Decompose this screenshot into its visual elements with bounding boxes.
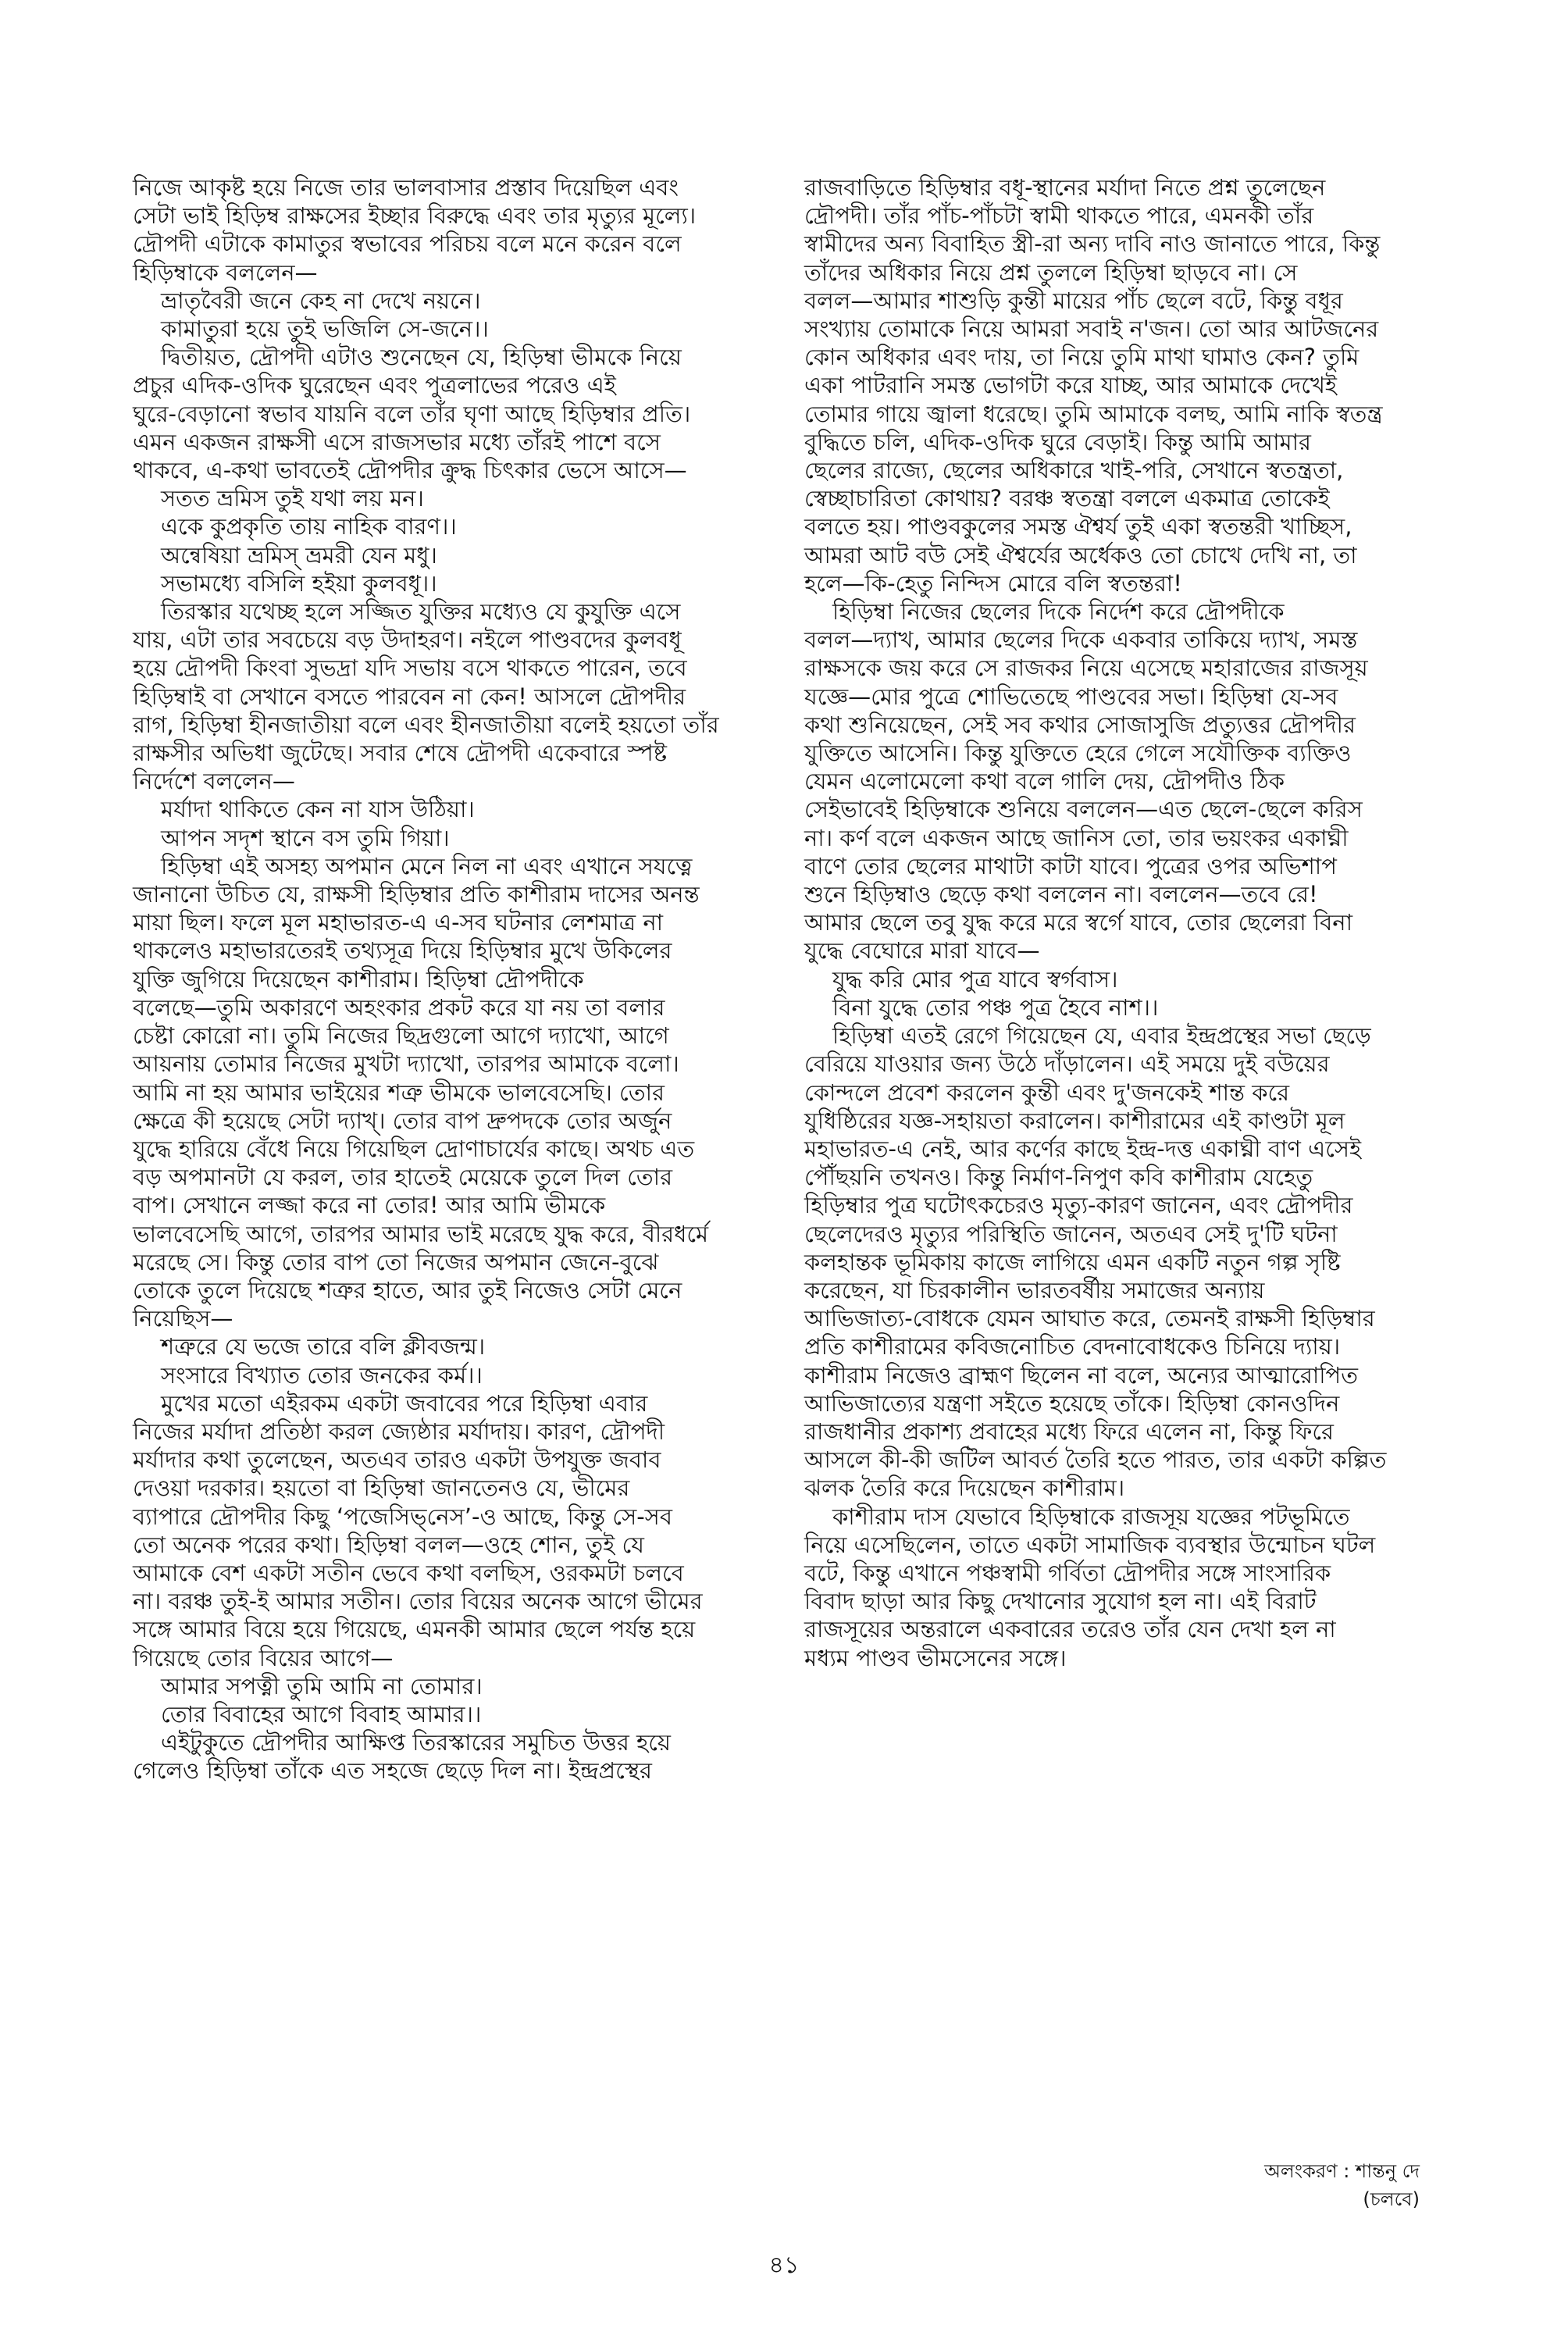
left-column-line: থাকবে, এ-কথা ভাবতেই দ্রৌপদীর ক্রুদ্ধ চিৎকার ভেসে আসে— xyxy=(133,457,687,484)
right-column-line: হিড়িম্বা নিজের ছেলের দিকে নির্দেশ করে দ্রৌপদীকে xyxy=(832,598,1285,626)
right-column-line: প্রতি কাশীরামের কবিজনোচিত বেদনাবোধকেও চিনিয়ে দ্যায়। xyxy=(804,1333,1341,1360)
right-column-line: বলল—আমার শাশুড়ি কুন্তী মায়ের পাঁচ ছেলে বটে, কিন্তু বধূর xyxy=(804,287,1343,314)
right-column-line: আভিজাত্যের যন্ত্রণা সইতে হয়েছে তাঁকে। হিড়িম্বা কোনওদিন xyxy=(804,1389,1340,1417)
illustration-credit-block xyxy=(1264,2157,1420,2213)
right-column-line: মধ্যম পাণ্ডব ভীমসেনের সঙ্গে। xyxy=(804,1644,1067,1671)
left-column-line: রাগ, হিড়িম্বা হীনজাতীয়া বলে এবং হীনজাতীয়া বলেই হয়তো তাঁর xyxy=(133,711,719,738)
right-column-line: যুদ্ধে বেঘোরে মারা যাবে— xyxy=(804,937,1040,965)
right-column-line: বাণে তোর ছেলের মাথাটা কাটা যাবে। পুত্রের ওপর অভিশাপ xyxy=(804,852,1337,879)
right-column-line: স্বামীদের অন্য বিবাহিত স্ত্রী-রা অন্য দাবি নাও জানাতে পারে, কিন্তু xyxy=(804,230,1381,258)
left-column-line: কামাতুরা হয়ে তুই ভজিলি সে-জনে।। xyxy=(161,316,489,343)
left-column-line: দ্বিতীয়ত, দ্রৌপদী এটাও শুনেছেন যে, হিড়িম্বা ভীমকে নিয়ে xyxy=(161,344,682,371)
to-be-continued: (চলবে) xyxy=(1363,2188,1420,2210)
right-text-column xyxy=(804,173,1451,1672)
left-column-line: হিড়িম্বাই বা সেখানে বসতে পারবেন না কেন! আসলে দ্রৌপদীর xyxy=(133,683,686,710)
left-column-line: আমার সপত্নী তুমি আমি না তোমার। xyxy=(161,1672,483,1699)
right-column-line: আভিজাত্য-বোধকে যেমন আঘাত করে, তেমনই রাক্ষসী হিড়িম্বার xyxy=(804,1305,1375,1332)
right-column-line: মহাভারত-এ নেই, আর কর্ণের কাছে ইন্দ্র-দত্ত একাঘ্নী বাণ এসেই xyxy=(804,1135,1362,1162)
page-number: ৪১ xyxy=(768,2252,800,2279)
right-column-line: রাজসূয়ের অন্তরালে একবারের তরেও তাঁর যেন দেখা হল না xyxy=(804,1616,1336,1643)
left-column-line: গেলেও হিড়িম্বা তাঁকে এত সহজে ছেড়ে দিল না। ইন্দ্রপ্রস্থের xyxy=(133,1757,652,1785)
left-column-line: রাক্ষসীর অভিধা জুটেছে। সবার শেষে দ্রৌপদী একেবারে স্পষ্ট xyxy=(133,740,668,767)
right-column-line: বলতে হয়। পাণ্ডবকুলের সমস্ত ঐশ্বর্য তুই একা স্বতন্তরী খাচ্ছিস, xyxy=(804,513,1352,540)
left-column-line: মরেছে সে। কিন্তু তোর বাপ তো নিজের অপমান জেনে-বুঝে xyxy=(133,1248,659,1275)
right-column-line: পৌঁছয়নি তখনও। কিন্তু নির্মাণ-নিপুণ কবি কাশীরাম যেহেতু xyxy=(804,1164,1313,1191)
right-column-line: কাশীরাম নিজেও ব্রাহ্মণ ছিলেন না বলে, অন্যের আত্মারোপিত xyxy=(804,1361,1358,1389)
left-column-line: প্রচুর এদিক-ওদিক ঘুরেছেন এবং পুত্রলাভের পরেও এই xyxy=(133,372,616,399)
right-column-line: কোন অধিকার এবং দায়, তা নিয়ে তুমি মাথা ঘামাও কেন? তুমি xyxy=(804,344,1360,371)
right-column-line: বিনা যুদ্ধে তোর পঞ্চ পুত্র হৈবে নাশ।। xyxy=(832,993,1159,1021)
right-column-line: না। কর্ণ বলে একজন আছে জানিস তো, তার ভয়ংকর একাঘ্নী xyxy=(804,824,1349,851)
right-column-line: ঝলক তৈরি করে দিয়েছেন কাশীরাম। xyxy=(804,1475,1125,1502)
right-column-line: নিয়ে এসেছিলেন, তাতে একটা সামাজিক ব্যবস্থার উন্মোচন ঘটল xyxy=(804,1531,1376,1558)
right-column-line: একা পাটরানি সমস্ত ভোগটা করে যাচ্ছ, আর আমাকে দেখেই xyxy=(804,372,1338,399)
right-column-line: রাজধানীর প্রকাশ্য প্রবাহের মধ্যে ফিরে এলেন না, কিন্তু ফিরে xyxy=(804,1417,1334,1445)
left-column-line: বড় অপমানটা যে করল, তার হাতেই মেয়েকে তুলে দিল তোর xyxy=(133,1164,673,1191)
right-column-line: আমরা আট বউ সেই ঐশ্বর্যের অর্ধেকও তো চোখে দেখি না, তা xyxy=(804,541,1357,569)
left-column-line: সঙ্গে আমার বিয়ে হয়ে গিয়েছে, এমনকী আমার ছেলে পর্যন্ত হয়ে xyxy=(133,1616,696,1643)
left-column-line: ভালবেসেছি আগে, তারপর আমার ভাই মরেছে যুদ্ধ করে, বীরধর্মে xyxy=(133,1220,709,1247)
left-column-line: আমি না হয় আমার ভাইয়ের শত্রু ভীমকে ভালবেসেছি। তোর xyxy=(133,1079,665,1106)
left-column-line: মর্যাদা থাকিতে কেন না যাস উঠিয়া। xyxy=(161,796,475,823)
right-column-line: রাক্ষসকে জয় করে সে রাজকর নিয়ে এসেছে মহারাজের রাজসূয় xyxy=(804,654,1368,682)
right-column-line: বুদ্ধিতে চলি, এদিক-ওদিক ঘুরে বেড়াই। কিন্তু আমি আমার xyxy=(804,428,1312,455)
right-column-line: রাজবাড়িতে হিড়িম্বার বধূ-স্থানের মর্যাদা নিতে প্রশ্ন তুলেছেন xyxy=(804,174,1326,201)
left-column-line: ভ্রাতৃবৈরী জনে কেহ না দেখে নয়নে। xyxy=(161,287,481,314)
left-column-line: আয়নায় তোমার নিজের মুখটা দ্যাখো, তারপর আমাকে বলো। xyxy=(133,1050,679,1078)
left-column-line: দ্রৌপদী এটাকে কামাতুর স্বভাবের পরিচয় বলে মনে করেন বলে xyxy=(133,230,682,258)
right-column-line: বেরিয়ে যাওয়ার জন্য উঠে দাঁড়ালেন। এই সময়ে দুই বউয়ের xyxy=(804,1050,1330,1078)
left-column-line: যায়, এটা তার সবচেয়ে বড় উদাহরণ। নইলে পাণ্ডবদের কুলবধূ xyxy=(133,626,682,654)
left-column-line: নিজের মর্যাদা প্রতিষ্ঠা করল জ্যেষ্ঠার মর্যাদায়। কারণ, দ্রৌপদী xyxy=(133,1417,665,1445)
right-column-line: হিড়িম্বা এতই রেগে গিয়েছেন যে, এবার ইন্দ্রপ্রস্থের সভা ছেড়ে xyxy=(832,1022,1371,1050)
left-column-line: সতত ভ্রমিস তুই যথা লয় মন। xyxy=(161,485,424,512)
left-column-line: ব্যাপারে দ্রৌপদীর কিছু ‘পজেসিভ্‌নেস’-ও আছে, কিন্তু সে-সব xyxy=(133,1503,672,1530)
left-column-line: একে কুপ্রকৃতি তায় নাহিক বারণ।। xyxy=(161,513,457,540)
left-column-line: মুখের মতো এইরকম একটা জবাবের পরে হিড়িম্বা এবার xyxy=(161,1389,648,1417)
left-column-line: না। বরঞ্চ তুই-ই আমার সতীন। তোর বিয়ের অনেক আগে ভীমের xyxy=(133,1588,703,1615)
left-column-line: শত্রুরে যে ভজে তারে বলি ক্লীবজন্ম। xyxy=(161,1333,486,1360)
right-column-line: স্বেচ্ছাচারিতা কোথায়? বরঞ্চ স্বতন্ত্রা বললে একমাত্র তোকেই xyxy=(804,485,1330,512)
right-column-line: কোন্দলে প্রবেশ করলেন কুন্তী এবং দু'জনকেই শান্ত করে xyxy=(804,1079,1290,1106)
right-column-line: হলে—কি-হেতু নিন্দিস মোরে বলি স্বতন্তরা! xyxy=(804,569,1182,597)
left-column-line: বলেছে—তুমি অকারণে অহংকার প্রকট করে যা নয় তা বলার xyxy=(133,993,665,1021)
left-column-line: এইটুকুতে দ্রৌপদীর আক্ষিপ্ত তিরস্কারের সমুচিত উত্তর হয়ে xyxy=(161,1729,671,1756)
right-column-line: সেইভাবেই হিড়িম্বাকে শুনিয়ে বললেন—এত ছেলে-ছেলে করিস xyxy=(804,796,1363,823)
left-column-line: অন্বেষিয়া ভ্রমিস্ ভ্রমরী যেন মধু। xyxy=(161,541,437,569)
left-column-line: সংসারে বিখ্যাত তোর জনকের কর্ম।। xyxy=(161,1361,483,1389)
left-column-line: ক্ষেত্রে কী হয়েছে সেটা দ্যাখ্। তোর বাপ দ্রুপদকে তোর অর্জুন xyxy=(133,1107,672,1134)
right-column-line: যুক্তিতে আসেনি। কিন্তু যুক্তিতে হেরে গেলে সযৌক্তিক ব্যক্তিও xyxy=(804,740,1352,767)
right-column-line: কাশীরাম দাস যেভাবে হিড়িম্বাকে রাজসূয় যজ্ঞের পটভূমিতে xyxy=(832,1503,1350,1530)
left-column-line: নিয়েছিস— xyxy=(133,1305,233,1332)
right-column-line: কথা শুনিয়েছেন, সেই সব কথার সোজাসুজি প্রত্যুত্তর দ্রৌপদীর xyxy=(804,711,1356,738)
left-column-line: তোকে তুলে দিয়েছে শত্রুর হাতে, আর তুই নিজেও সেটা মেনে xyxy=(133,1276,682,1303)
left-column-line: হিড়িম্বা এই অসহ্য অপমান মেনে নিল না এবং এখানে সযত্নে xyxy=(161,852,693,879)
left-column-line: ঘুরে-বেড়ানো স্বভাব যায়নি বলে তাঁর ঘৃণা আছে হিড়িম্বার প্রতি। xyxy=(133,400,691,427)
right-column-line: শুনে হিড়িম্বাও ছেড়ে কথা বললেন না। বললেন—তবে রে! xyxy=(804,881,1318,908)
right-column-line: ছেলের রাজ্যে, ছেলের অধিকারে খাই-পরি, সেখানে স্বতন্ত্রতা, xyxy=(804,457,1344,484)
left-column-line: নিজে আকৃষ্ট হয়ে নিজে তার ভালবাসার প্রস্তাব দিয়েছিল এবং xyxy=(133,174,679,201)
right-column-line: বিবাদ ছাড়া আর কিছু দেখানোর সুযোগ হল না। এই বিরাট xyxy=(804,1588,1317,1615)
left-column-line: আপন সদৃশ স্থানে বস তুমি গিয়া। xyxy=(161,824,450,851)
right-column-line: যুধিষ্ঠিরের যজ্ঞ-সহায়তা করালেন। কাশীরামের এই কাণ্ডটা মূল xyxy=(804,1107,1345,1134)
left-column-line: আমাকে বেশ একটা সতীন ভেবে কথা বলছিস, ওরকমটা চলবে xyxy=(133,1559,684,1586)
left-column-line: এমন একজন রাক্ষসী এসে রাজসভার মধ্যে তাঁরই পাশে বসে xyxy=(133,428,661,455)
right-column-line: ছেলেদেরও মৃত্যুর পরিস্থিতি জানেন, অতএব সেই দু'টি ঘটনা xyxy=(804,1220,1338,1247)
right-column-line: যেমন এলোমেলো কথা বলে গালি দেয়, দ্রৌপদীও ঠিক xyxy=(804,768,1285,795)
left-column-line: তিরস্কার যথেচ্ছ হলে সজ্জিত যুক্তির মধ্যেও যে কুযুক্তি এসে xyxy=(161,598,681,626)
right-column-line: করেছেন, যা চিরকালীন ভারতবর্ষীয় সমাজের অন্যায় xyxy=(804,1276,1265,1303)
left-column-line: দেওয়া দরকার। হয়তো বা হিড়িম্বা জানতেনও যে, ভীমের xyxy=(133,1475,630,1502)
right-column-line: হিড়িম্বার পুত্র ঘটোৎকচেরও মৃত্যু-কারণ জানেন, এবং দ্রৌপদীর xyxy=(804,1192,1353,1219)
left-text-column xyxy=(133,173,779,1785)
left-column-line: সভামধ্যে বসিলি হইয়া কুলবধূ।। xyxy=(161,569,437,597)
left-column-line: জানানো উচিত যে, রাক্ষসী হিড়িম্বার প্রতি কাশীরাম দাসের অনন্ত xyxy=(133,881,700,908)
left-column-line: যুদ্ধে হারিয়ে বেঁধে নিয়ে গিয়েছিল দ্রোণাচার্যের কাছে। অথচ এত xyxy=(133,1135,695,1162)
left-column-line: তো অনেক পরের কথা। হিড়িম্বা বলল—ওহে শোন, তুই যে xyxy=(133,1531,644,1558)
left-column-line: থাকলেও মহাভারতেরই তথ্যসূত্র দিয়ে হিড়িম্বার মুখে উকিলের xyxy=(133,937,672,965)
left-column-line: চেষ্টা কোরো না। তুমি নিজের ছিদ্রগুলো আগে দ্যাখো, আগে xyxy=(133,1022,669,1050)
right-column-line: তোমার গায়ে জ্বালা ধরেছে। তুমি আমাকে বলছ, আমি নাকি স্বতন্ত্র xyxy=(804,400,1383,427)
left-column-line: হিড়িম্বাকে বললেন— xyxy=(133,259,318,286)
right-column-line: কলহান্তক ভূমিকায় কাজে লাগিয়ে এমন একটি নতুন গল্প সৃষ্টি xyxy=(804,1248,1341,1275)
right-column-line: তাঁদের অধিকার নিয়ে প্রশ্ন তুললে হিড়িম্বা ছাড়বে না। সে xyxy=(804,259,1298,286)
right-column-line: আসলে কী-কী জটিল আবর্ত তৈরি হতে পারত, তার একটা কল্পিত xyxy=(804,1446,1387,1474)
right-column-line: সংখ্যায় তোমাকে নিয়ে আমরা সবাই ন'জন। তো আর আটজনের xyxy=(804,316,1379,343)
left-column-line: মায়া ছিল। ফলে মূল মহাভারত-এ এ-সব ঘটনার লেশমাত্র না xyxy=(133,909,664,936)
right-column-line: দ্রৌপদী। তাঁর পাঁচ-পাঁচটা স্বামী থাকতে পারে, এমনকী তাঁর xyxy=(804,202,1314,230)
right-column-line: যুদ্ধ করি মোর পুত্র যাবে স্বর্গবাস। xyxy=(832,965,1118,993)
left-column-line: যুক্তি জুগিয়ে দিয়েছেন কাশীরাম। হিড়িম্বা দ্রৌপদীকে xyxy=(133,965,584,993)
left-column-line: বাপ। সেখানে লজ্জা করে না তোর! আর আমি ভীমকে xyxy=(133,1192,606,1219)
right-column-line: আমার ছেলে তবু যুদ্ধ করে মরে স্বর্গে যাবে, তোর ছেলেরা বিনা xyxy=(804,909,1352,936)
right-column-line: বলল—দ্যাখ, আমার ছেলের দিকে একবার তাকিয়ে দ্যাখ, সমস্ত xyxy=(804,626,1358,654)
left-column-line: হয়ে দ্রৌপদী কিংবা সুভদ্রা যদি সভায় বসে থাকতে পারেন, তবে xyxy=(133,654,687,682)
left-column-line: নির্দেশে বললেন— xyxy=(133,768,295,795)
left-column-line: সেটা ভাই হিড়িম্ব রাক্ষসের ইচ্ছার বিরুদ্ধে এবং তার মৃত্যুর মূল্যে। xyxy=(133,202,697,230)
left-column-line: গিয়েছে তোর বিয়ের আগে— xyxy=(133,1644,394,1671)
left-column-line: তোর বিবাহের আগে বিবাহ আমার।। xyxy=(161,1700,482,1728)
right-column-line: বটে, কিন্তু এখানে পঞ্চস্বামী গর্বিতা দ্রৌপদীর সঙ্গে সাংসারিক xyxy=(804,1559,1331,1586)
right-column-line: যজ্ঞে—মোর পুত্রে শোভিতেছে পাণ্ডবের সভা। হিড়িম্বা যে-সব xyxy=(804,683,1338,710)
illustration-credit: অলংকরণ : শান্তনু দে xyxy=(1264,2160,1420,2182)
left-column-line: মর্যাদার কথা তুলেছেন, অতএব তারও একটা উপযুক্ত জবাব xyxy=(133,1446,661,1474)
